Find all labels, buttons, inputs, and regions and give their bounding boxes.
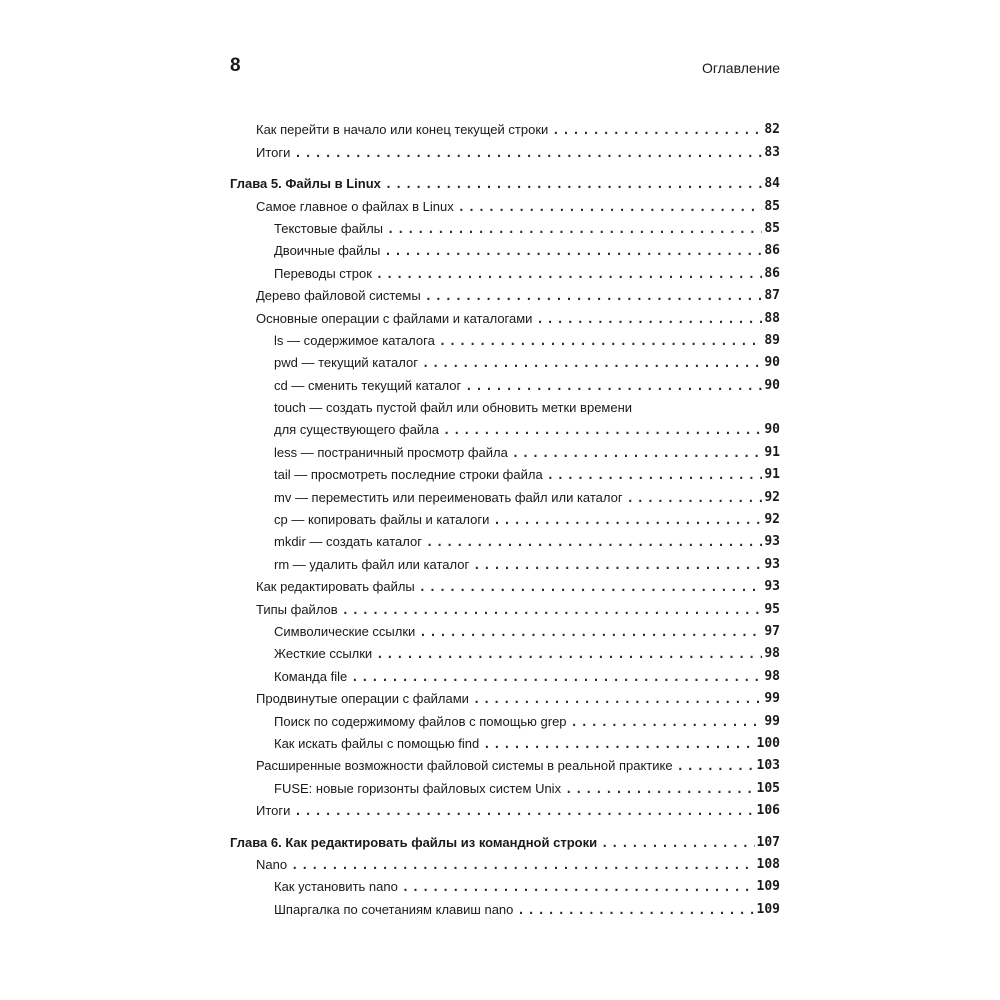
toc-dot-leader <box>483 736 754 752</box>
toc-entry-page: 99 <box>764 713 780 729</box>
toc-chapter-entry <box>230 170 780 192</box>
toc-dot-leader <box>426 534 762 550</box>
toc-dot-leader <box>677 758 755 774</box>
toc-entry-title: Типы файлов <box>256 602 342 618</box>
running-head: Оглавление <box>701 60 780 76</box>
toc-chapter-entry <box>230 828 780 850</box>
toc-entry-title: Итоги <box>256 803 294 819</box>
toc-dot-leader <box>473 557 762 573</box>
toc-entry <box>230 774 780 796</box>
toc-entry-page: 86 <box>764 243 780 259</box>
toc-dot-leader <box>376 646 762 662</box>
toc-entry <box>230 797 780 819</box>
toc-entry-title: Основные операции с файлами и каталогами <box>256 311 536 327</box>
toc-entry-page: 103 <box>756 758 780 774</box>
toc-entry-page: 90 <box>764 355 780 371</box>
toc-entry-title: для существующего файла <box>274 422 443 438</box>
toc-dot-leader <box>512 445 763 461</box>
toc-entry-page: 85 <box>764 220 780 236</box>
toc-entry-page: 98 <box>764 668 780 684</box>
toc-entry-page: 98 <box>764 646 780 662</box>
toc-entry-title: Глава 6. Как редактировать файлы из командной строки <box>230 835 601 851</box>
toc-entry-page: 85 <box>764 198 780 214</box>
toc-dot-leader <box>627 490 763 506</box>
toc-entry-page: 92 <box>764 489 780 505</box>
toc-entry-title: Двоичные файлы <box>274 243 384 259</box>
toc-entry-page: 99 <box>764 691 780 707</box>
toc-entry-page: 105 <box>756 780 780 796</box>
toc-entry-title: Как установить nano <box>274 879 402 895</box>
toc-entry-title: mv — переместить или переименовать файл или каталог <box>274 490 627 506</box>
toc-entry <box>230 640 780 662</box>
toc-entry-title: FUSE: новые горизонты файловых систем Unix <box>274 781 565 797</box>
toc-entry <box>230 506 780 528</box>
toc-dot-leader <box>385 176 762 192</box>
toc-dot-leader <box>422 355 762 371</box>
toc-entry-page: 95 <box>764 601 780 617</box>
page-number: 8 <box>230 55 241 76</box>
toc-entry-title: Как искать файлы с помощью find <box>274 736 483 752</box>
toc-dot-leader <box>565 781 754 797</box>
toc-dot-leader <box>351 669 762 685</box>
toc-entry <box>230 573 780 595</box>
toc-entry <box>230 895 780 917</box>
toc-dot-leader <box>387 221 762 237</box>
toc-dot-leader <box>294 145 762 161</box>
toc-entry-page: 84 <box>764 176 780 192</box>
toc-entry-title: Итоги <box>256 145 294 161</box>
toc-entry <box>230 438 780 460</box>
toc-entry-title: ls — содержимое каталога <box>274 333 439 349</box>
toc-entry-title: rm — удалить файл или каталог <box>274 557 473 573</box>
toc-dot-leader <box>443 422 762 438</box>
toc-entry <box>230 327 780 349</box>
toc-entry-title: Переводы строк <box>274 266 376 282</box>
table-of-contents <box>230 116 780 918</box>
toc-dot-leader <box>571 714 763 730</box>
toc-dot-leader <box>458 199 763 215</box>
toc-dot-leader <box>439 333 763 349</box>
toc-dot-leader <box>601 835 754 851</box>
toc-entry <box>230 707 780 729</box>
toc-entry-title: Глава 5. Файлы в Linux <box>230 176 385 192</box>
toc-entry-title: Поиск по содержимому файлов с помощью grep <box>274 714 571 730</box>
toc-entry <box>230 685 780 707</box>
toc-entry-page: 106 <box>756 803 780 819</box>
toc-entry-page: 109 <box>756 901 780 917</box>
toc-entry-page: 86 <box>764 265 780 281</box>
toc-dot-leader <box>294 803 754 819</box>
toc-entry <box>230 394 780 416</box>
toc-entry-page: 91 <box>764 467 780 483</box>
toc-entry-title: Жесткие ссылки <box>274 646 376 662</box>
toc-entry <box>230 730 780 752</box>
toc-entry <box>230 215 780 237</box>
toc-entry-page: 89 <box>764 332 780 348</box>
toc-entry-title: Символические ссылки <box>274 624 419 640</box>
toc-entry <box>230 662 780 684</box>
toc-entry-title: Как редактировать файлы <box>256 579 419 595</box>
toc-entry <box>230 282 780 304</box>
toc-entry-title: cp — копировать файлы и каталоги <box>274 512 493 528</box>
toc-entry <box>230 259 780 281</box>
toc-entry-page: 87 <box>764 288 780 304</box>
toc-entry-page: 93 <box>764 579 780 595</box>
toc-entry-title: cd — сменить текущий каталог <box>274 378 465 394</box>
toc-entry-title: pwd — текущий каталог <box>274 355 422 371</box>
toc-entry-title: tail — просмотреть последние строки файла <box>274 467 547 483</box>
toc-entry-page: 88 <box>764 310 780 326</box>
toc-entry-title: Шпаргалка по сочетаниям клавиш nano <box>274 902 517 918</box>
toc-dot-leader <box>402 879 755 895</box>
toc-entry <box>230 138 780 160</box>
toc-entry <box>230 595 780 617</box>
toc-dot-leader <box>517 902 754 918</box>
toc-entry-title: Дерево файловой системы <box>256 288 425 304</box>
toc-entry-title: mkdir — создать каталог <box>274 534 426 550</box>
toc-entry <box>230 237 780 259</box>
toc-dot-leader <box>536 311 762 327</box>
toc-dot-leader <box>384 243 762 259</box>
toc-entry-title: Расширенные возможности файловой системы в реальной практике <box>256 758 677 774</box>
toc-entry-page: 91 <box>764 444 780 460</box>
toc-entry-page: 83 <box>764 144 780 160</box>
toc-dot-leader <box>552 122 762 138</box>
toc-entry <box>230 349 780 371</box>
toc-dot-leader <box>425 288 763 304</box>
toc-entry-title: less — постраничный просмотр файла <box>274 445 512 461</box>
toc-entry-title: Продвинутые операции с файлами <box>256 691 473 707</box>
toc-entry-page: 92 <box>764 512 780 528</box>
toc-entry-page: 108 <box>756 856 780 872</box>
toc-dot-leader <box>493 512 762 528</box>
toc-entry-page: 90 <box>764 422 780 438</box>
toc-entry <box>230 192 780 214</box>
toc-entry-page: 93 <box>764 556 780 572</box>
toc-entry <box>230 371 780 393</box>
toc-entry <box>230 461 780 483</box>
toc-entry <box>230 416 780 438</box>
toc-dot-leader <box>547 467 763 483</box>
toc-entry-title: Самое главное о файлах в Linux <box>256 199 458 215</box>
toc-entry <box>230 528 780 550</box>
toc-entry-title: Как перейти в начало или конец текущей строки <box>256 122 552 138</box>
toc-entry-page: 82 <box>764 122 780 138</box>
toc-entry-title: touch — создать пустой файл или обновить метки времени <box>274 400 636 416</box>
toc-dot-leader <box>376 266 762 282</box>
toc-entry <box>230 116 780 138</box>
toc-entry <box>230 304 780 326</box>
toc-entry-page: 107 <box>756 834 780 850</box>
toc-entry-title: Команда file <box>274 669 351 685</box>
toc-dot-leader <box>419 624 762 640</box>
toc-entry-page: 93 <box>764 534 780 550</box>
toc-dot-leader <box>419 579 763 595</box>
toc-dot-leader <box>473 691 762 707</box>
toc-entry <box>230 618 780 640</box>
toc-dot-leader <box>465 378 762 394</box>
toc-entry <box>230 752 780 774</box>
toc-entry-page: 100 <box>756 735 780 751</box>
toc-entry <box>230 873 780 895</box>
toc-dot-leader <box>342 602 763 618</box>
toc-dot-leader <box>291 857 754 873</box>
toc-entry-page: 97 <box>764 623 780 639</box>
toc-entry-title: Текстовые файлы <box>274 221 387 237</box>
toc-entry <box>230 550 780 572</box>
toc-entry-page: 109 <box>756 879 780 895</box>
toc-entry <box>230 851 780 873</box>
toc-entry <box>230 483 780 505</box>
toc-entry-page: 90 <box>764 377 780 393</box>
toc-entry-title: Nano <box>256 857 291 873</box>
